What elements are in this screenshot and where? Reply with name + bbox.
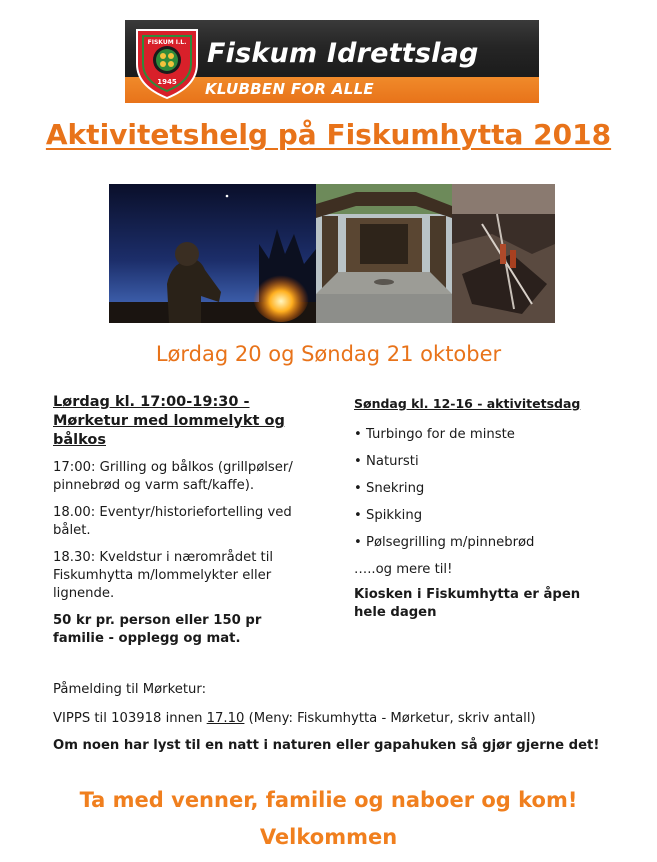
more-activities: …..og mere til! xyxy=(354,562,453,577)
club-name: Fiskum Idrettslag xyxy=(207,38,479,69)
kiosk-notice: Kiosken i Fiskumhytta er åpen hele dagen xyxy=(354,587,581,620)
saturday-price: 50 kr pr. person eller 150 pr familie - opplegg og mat. xyxy=(53,613,262,646)
shelter-image xyxy=(316,184,452,323)
svg-text:FISKUM I.L.: FISKUM I.L. xyxy=(147,39,187,46)
vipps-prefix: VIPPS til 103918 innen xyxy=(53,711,207,726)
club-logo-banner xyxy=(125,20,539,103)
saturday-section xyxy=(53,393,315,657)
activity-label: Turbingo for de minste xyxy=(366,427,515,442)
list-item xyxy=(354,507,616,525)
bullet-icon: • xyxy=(354,535,362,550)
sunday-heading: Søndag kl. 12-16 - aktivitetsdag xyxy=(354,396,581,411)
signup-label: Påmelding til Mørketur: xyxy=(53,682,207,697)
campfire-image xyxy=(109,184,316,323)
welcome-line: Velkommen xyxy=(259,825,398,849)
saturday-heading: Lørdag kl. 17:00-19:30 - Mørketur med lommelykt og bålkos xyxy=(53,394,285,448)
bullet-icon: • xyxy=(354,454,362,469)
bullet-icon: • xyxy=(354,508,362,523)
signup-section xyxy=(53,681,633,755)
bullet-icon: • xyxy=(354,481,362,496)
saturday-item: 18.00: Eventyr/historiefortelling ved bålet. xyxy=(53,505,292,538)
photo-campfire xyxy=(109,184,316,323)
grilling-image xyxy=(452,184,555,323)
list-item xyxy=(354,453,616,471)
saturday-item: 17:00: Grilling og bålkos (grillpølser/ pinnebrød og varm saft/kaffe). xyxy=(53,460,293,493)
list-item xyxy=(354,480,616,498)
club-slogan: KLUBBEN FOR ALLE xyxy=(205,80,374,98)
page-title: Aktivitetshelg på Fiskumhytta 2018 xyxy=(45,118,612,151)
activity-list xyxy=(354,426,616,552)
activity-label: Spikking xyxy=(366,508,423,523)
list-item xyxy=(354,534,616,552)
photo-grilling xyxy=(452,184,555,323)
photo-shelter xyxy=(316,184,452,323)
list-item xyxy=(354,426,616,444)
activity-label: Natursti xyxy=(366,454,419,469)
overnight-note: Om noen har lyst til en natt i naturen eller gapahuken så gjør gjerne det! xyxy=(53,738,600,753)
event-date: Lørdag 20 og Søndag 21 oktober xyxy=(155,342,502,366)
svg-text:1945: 1945 xyxy=(157,78,177,86)
vipps-suffix: (Meny: Fiskumhytta - Mørketur, skriv antall) xyxy=(244,711,536,726)
saturday-item: 18.30: Kveldstur i nærområdet til Fiskumhytta m/lommelykter eller lignende. xyxy=(53,550,274,601)
activity-label: Pølsegrilling m/pinnebrød xyxy=(366,535,535,550)
invitation-line: Ta med venner, familie og naboer og kom! xyxy=(79,788,578,812)
activity-label: Snekring xyxy=(366,481,425,496)
vipps-deadline: 17.10 xyxy=(206,711,245,726)
bullet-icon: • xyxy=(354,427,362,442)
sunday-section xyxy=(354,396,616,622)
club-crest-icon xyxy=(133,24,201,100)
vipps-instructions xyxy=(53,710,633,728)
